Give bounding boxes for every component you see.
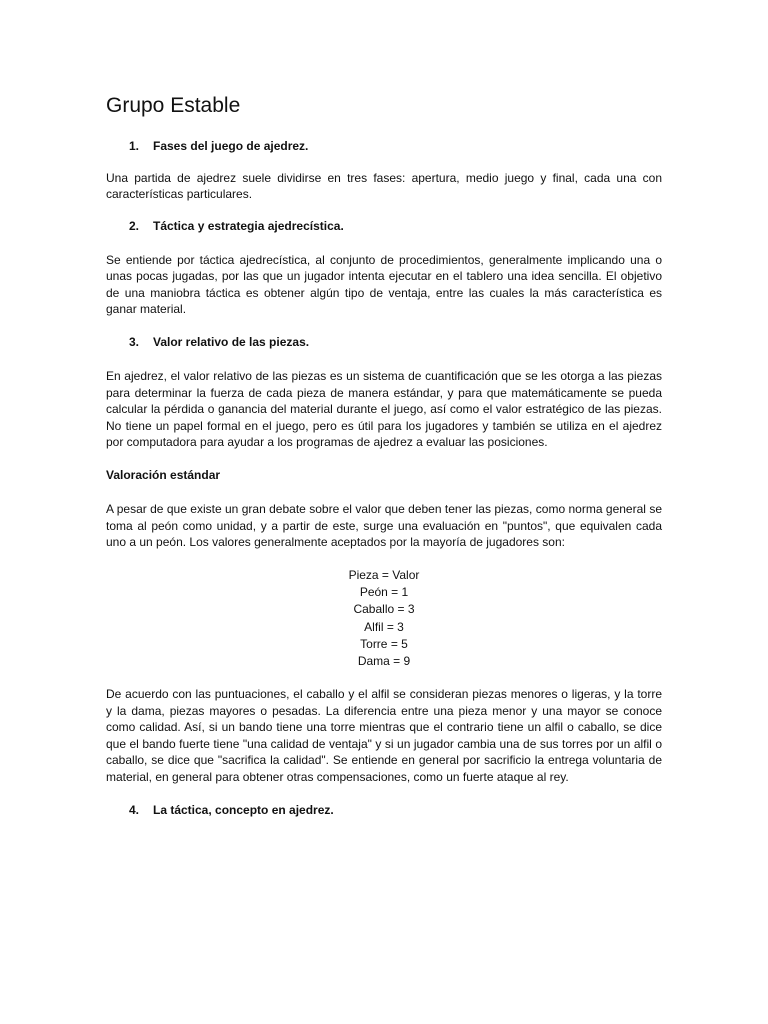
section-heading-3 <box>106 334 662 351</box>
document-body <box>106 92 662 819</box>
section-heading-text: Valor relativo de las piezas. <box>153 335 310 350</box>
valoracion-intro: A pesar de que existe un gran debate sobre el valor que deben tener las piezas, como norma general se toma al peón como unidad, y a partir de este, surge una evaluación en "puntos", que equivalen cada uno a un peón. Los valores generalmente aceptados por la mayoría de jugadores son: <box>106 502 662 550</box>
document-title: Grupo Estable <box>106 94 241 117</box>
section-paragraph-1: Una partida de ajedrez suele dividirse en tres fases: apertura, medio juego y final, cada una con características particulares. <box>106 171 662 202</box>
piece-value-line: Alfil = 3 <box>364 619 404 634</box>
section-heading-text: La táctica, concepto en ajedrez. <box>153 802 334 817</box>
section-heading-text: Fases del juego de ajedrez. <box>153 139 309 153</box>
section-heading-text: Táctica y estrategia ajedrecística. <box>153 218 344 233</box>
piece-value-line: Peón = 1 <box>359 584 409 599</box>
piece-value-line: Pieza = Valor <box>348 567 420 582</box>
section-heading-2 <box>106 218 662 235</box>
section-number: 3. <box>129 335 140 350</box>
section-heading-4 <box>106 802 662 819</box>
section-number: 2. <box>129 218 140 233</box>
piece-value-line: Dama = 9 <box>357 654 411 669</box>
section-paragraph-3: En ajedrez, el valor relativo de las piezas es un sistema de cuantificación que se les otorga a las piezas para determinar la fuerza de cada pieza de manera estándar, y para que matemáticamente se pueda calcular la pérdida o ganancia del material durante el juego, así como el valor estratégico de las piezas. No tiene un papel formal en el juego, pero es útil para los jugadores y también se utiliza en el ajedrez por computadora para ayudar a los programas de ajedrez a evaluar las posiciones. <box>106 369 662 450</box>
section-number: 4. <box>129 802 140 817</box>
section-heading-1 <box>106 138 662 155</box>
piece-value-line: Torre = 5 <box>360 636 408 651</box>
section-number: 1. <box>129 139 140 153</box>
section-paragraph-2: Se entiende por táctica ajedrecística, al conjunto de procedimientos, generalmente implicando una o unas pocas jugadas, por las que un jugador intenta ejecutar en el tablero una idea sencilla. El objetivo de una maniobra táctica es obtener algún tipo de ventaja, entre las cuales la más característica es ganar material. <box>106 252 662 317</box>
subheading-valoracion: Valoración estándar <box>106 468 221 483</box>
piece-values-list <box>106 567 662 671</box>
piece-value-line: Caballo = 3 <box>353 602 415 617</box>
valoracion-conclusion: De acuerdo con las puntuaciones, el caballo y el alfil se consideran piezas menores o ligeras, y la torre y la dama, piezas mayores o pesadas. La diferencia entre una pieza menor y una mayor se conoce como calidad. Así, si un bando tiene una torre mientras que el contrario tiene un alfil o caballo, se dice que el bando fuerte tiene "una calidad de ventaja" y si un jugador cambia una de sus torres por un alfil o caballo, se dice que "sacrifica la calidad". Se entiende en general por sacrificio la entrega voluntaria de material, en general para obtener otras compensaciones, como un fuerte ataque al rey. <box>106 687 662 784</box>
